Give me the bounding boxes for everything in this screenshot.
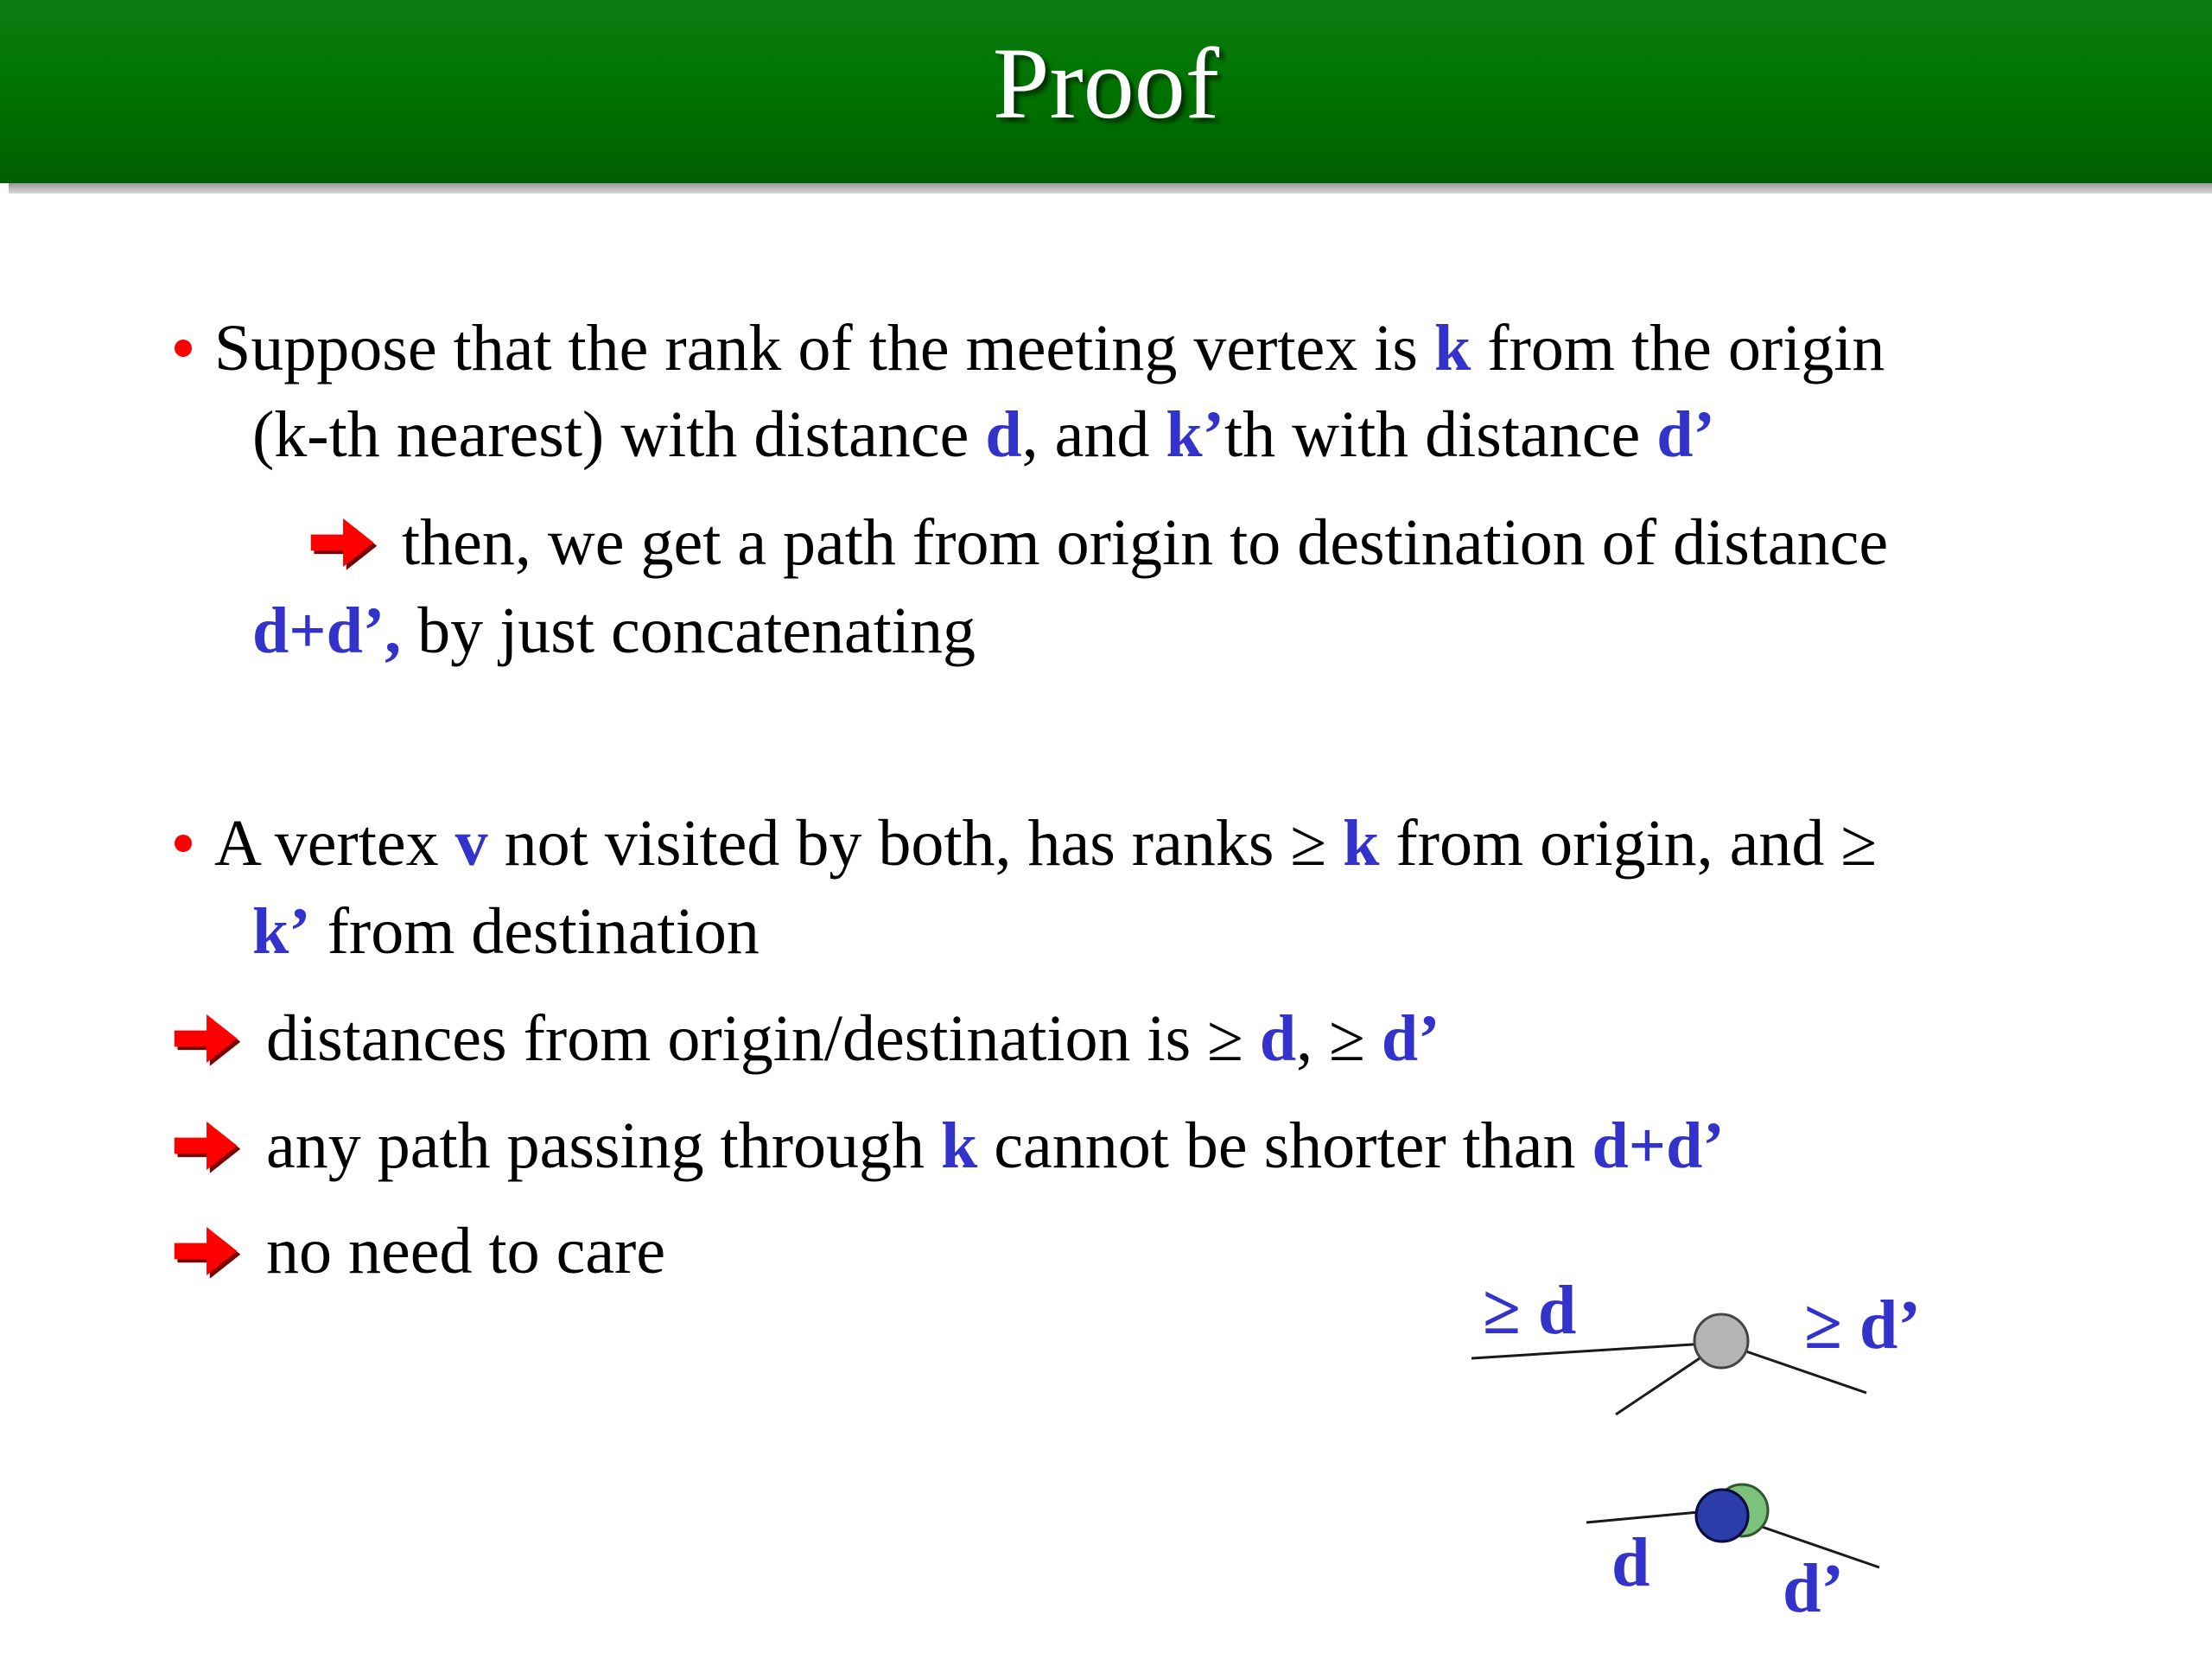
label-dprime: d’: [1783, 1551, 1845, 1627]
text: th with distance: [1224, 398, 1657, 471]
edge-line: [1616, 1357, 1702, 1414]
text: (k-th nearest) with distance: [252, 398, 986, 471]
text: from origin, and ≥: [1379, 807, 1878, 880]
label-d: d: [1611, 1525, 1650, 1601]
emphasis-kprime: k’: [252, 895, 311, 968]
text: then, we get a path from origin to destination of distance: [402, 506, 1889, 579]
text: cannot be shorter than: [977, 1109, 1592, 1182]
text: A vertex: [214, 807, 455, 880]
emphasis-k: k: [1343, 807, 1380, 880]
label-ge-d: ≥ d: [1483, 1273, 1577, 1349]
text: from destination: [310, 895, 760, 968]
unvisited-vertex-icon: [1694, 1314, 1748, 1368]
emphasis-d-plus-dprime: d+d’: [1592, 1109, 1725, 1182]
text: , and: [1021, 398, 1166, 471]
emphasis-v: v: [454, 807, 488, 880]
text: distances from origin/destination is ≥: [266, 1002, 1260, 1075]
label-ge-dprime: ≥ d’: [1804, 1287, 1922, 1363]
text: any path passing through: [266, 1109, 942, 1182]
text: from the origin: [1471, 312, 1885, 385]
text: not visited by both, has ranks ≥: [487, 807, 1344, 880]
slide-title: Proof: [992, 27, 1220, 140]
emphasis-k: k: [1433, 312, 1471, 385]
emphasis-k: k: [941, 1109, 978, 1182]
emphasis-d-plus-dprime: d+d’,: [252, 594, 402, 667]
text: by just concatenating: [401, 594, 976, 667]
emphasis-d: d: [985, 398, 1022, 471]
emphasis-kprime: k’: [1166, 398, 1224, 471]
text: Suppose that the rank of the meeting vertex is: [214, 312, 1434, 385]
emphasis-dprime: d’: [1381, 1002, 1440, 1075]
text: no need to care: [266, 1215, 666, 1287]
text: , ≥: [1296, 1002, 1382, 1075]
emphasis-dprime: d’: [1656, 398, 1715, 471]
emphasis-d: d: [1259, 1002, 1297, 1075]
